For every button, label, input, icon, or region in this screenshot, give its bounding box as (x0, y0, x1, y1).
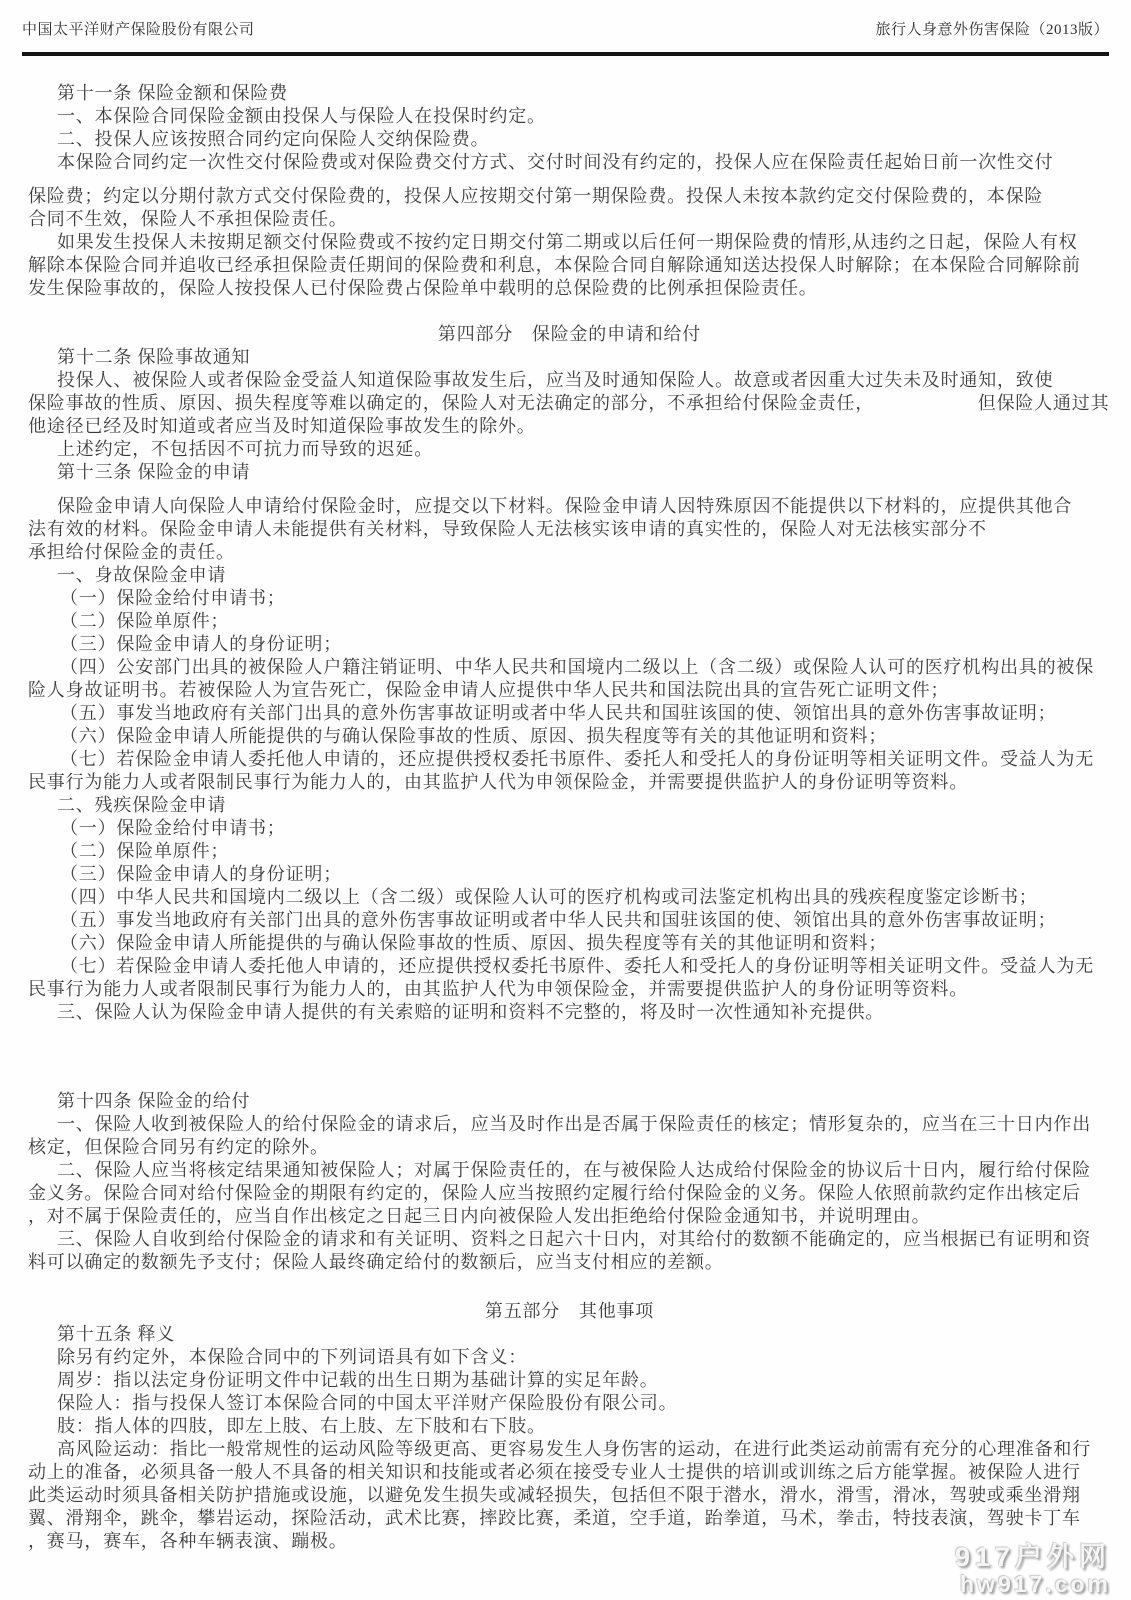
doc-line: 民事行为能力人或者限制民事行为能力人的，由其监护人代为申领保险金，并需要提供监护人的身份证明等资料。 (28, 772, 968, 792)
watermark-site-name: 917户外网 (954, 1542, 1111, 1572)
list-item: （一）保险金给付申请书； (60, 588, 286, 608)
doc-line: 一、本保险合同保险金额由投保人与保险人在投保时约定。 (57, 106, 546, 126)
doc-line: 险人身故证明书。若被保险人为宣告死亡，保险金申请人应提供中华人民共和国法院出具的宣告死亡证明文件； (28, 680, 950, 700)
doc-line: 一、保险人收到被保险人的给付保险金的请求后，应当及时作出是否属于保险责任的核定；情形复杂的，应当在三十日内作出 (57, 1114, 1091, 1134)
list-item: （一）保险金给付申请书； (60, 818, 286, 838)
list-item: （六）保险金申请人所能提供的与确认保险事故的性质、原因、损失程度等有关的其他证明和资料； (60, 726, 888, 746)
doc-line: 如果发生投保人未按期足额交付保险费或不按约定日期交付第二期或以后任何一期保险费的情形,从违约之日起，保险人有权 (57, 232, 1078, 252)
doc-line: 他途径已经及时知道或者应当及时知道保险事故发生的除外。 (28, 416, 536, 436)
doc-line: ，对不属于保险责任的，应当自作出核定之日起三日内向被保险人发出拒绝给付保险金通知书，并说明理由。 (28, 1206, 931, 1226)
header-rule (22, 52, 1109, 56)
doc-line: 动上的准备，必须具备一般人不具备的相关知识和技能或者必须在接受专业人士提供的培训或训练之后方能掌握。被保险人进行 (28, 1462, 1081, 1482)
doc-line: 周岁：指以法定身份证明文件中记载的出生日期为基础计算的实足年龄。 (57, 1370, 659, 1390)
doc-line: 翼、滑翔伞，跳伞，攀岩运动，探险活动，武术比赛，摔跤比赛，柔道，空手道，跆拳道，马术，拳击，特技表演，驾驶卡丁车 (28, 1508, 1081, 1528)
doc-line: 发生保险事故的，保险人按投保人已付保险费占保险单中载明的总保险费的比例承担保险责任。 (28, 278, 818, 298)
doc-line: 二、投保人应该按照合同约定向保险人交纳保险费。 (57, 129, 490, 149)
doc-line: 高风险运动：指比一般常规性的运动风险等级更高、更容易发生人身伤害的运动，在进行此类运动前需有充分的心理准备和行 (57, 1439, 1091, 1459)
doc-line: 此类运动时须具备相关防护措施或设施，以避免发生损失或减轻损失，包括但不限于潜水，滑水，滑雪，滑冰，驾驶或乘坐滑翔 (28, 1485, 1081, 1505)
doc-line: 三、保险人自收到给付保险金的请求和有关证明、资料之日起六十日内，对其给付的数额不能确定的，应当根据已有证明和资 (57, 1229, 1091, 1249)
doc-line: 上述约定，不包括因不可抗力而导致的迟延。 (57, 439, 433, 459)
list-item: （四）公安部门出具的被保险人户籍注销证明、中华人民共和国境内二级以上（含二级）或保险人认可的医疗机构出具的被保 (60, 657, 1094, 677)
doc-line: 投保人、被保险人或者保险金受益人知道保险事故发生后，应当及时通知保险人。故意或者因重大过失未及时通知，致使 (57, 370, 1054, 390)
header-company: 中国太平洋财产保险股份有限公司 (22, 22, 255, 38)
part-heading: 第五部分 其他事项 (484, 1301, 655, 1321)
doc-line: 民事行为能力人或者限制民事行为能力人的，由其监护人代为申领保险金，并需要提供监护人的身份证明等资料。 (28, 979, 968, 999)
watermark-site-url: hw917.com (960, 1571, 1111, 1597)
list-item: （六）保险金申请人所能提供的与确认保险事故的性质、原因、损失程度等有关的其他证明和资料； (60, 933, 888, 953)
document-body (24, 82, 1115, 1553)
part-heading: 第四部分 保险金的申请和给付 (437, 324, 702, 344)
list-item: （七）若保险金申请人委托他人申请的，还应提供授权委托书原件、委托人和受托人的身份证明等相关证明文件。受益人为无 (60, 956, 1094, 976)
watermark (955, 1544, 1111, 1596)
doc-line: 肢：指人体的四肢，即左上肢、右上肢、左下肢和右下肢。 (57, 1416, 546, 1436)
list-item: （七）若保险金申请人委托他人申请的，还应提供授权委托书原件、委托人和受托人的身份证明等相关证明文件。受益人为无 (60, 749, 1094, 769)
doc-line: 一、身故保险金申请 (57, 565, 227, 585)
doc-line: 解除本保险合同并追收已经承担保险责任期间的保险费和利息，本保险合同自解除通知送达投保人时解除；在本保险合同解除前 (28, 255, 1081, 275)
header-doc-title: 旅行人身意外伤害保险（2013版） (875, 22, 1109, 38)
doc-line: 本保险合同约定一次性交付保险费或对保险费交付方式、交付时间没有约定的，投保人应在保险责任起始日前一次性交付 (57, 152, 1054, 172)
clause-heading: 第十三条 保险金的申请 (57, 462, 251, 482)
doc-line: 核定，但保险合同另有约定的除外。 (28, 1137, 329, 1157)
list-item: （四）中华人民共和国境内二级以上（含二级）或保险人认可的医疗机构或司法鉴定机构出具的残疾程度鉴定诊断书； (60, 887, 1038, 907)
list-item: （五）事发当地政府有关部门出具的意外伤害事故证明或者中华人民共和国驻该国的使、领馆出具的意外伤害事故证明； (60, 703, 1057, 723)
doc-line: 除另有约定外，本保险合同中的下列词语具有如下含义： (57, 1347, 527, 1367)
doc-line: 合同不生效，保险人不承担保险责任。 (28, 209, 348, 229)
doc-line: 承担给付保险金的责任。 (28, 542, 235, 562)
doc-line: 保险金申请人向保险人申请给付保险金时，应提交以下材料。保险金申请人因特殊原因不能提供以下材料的，应提供其他合 (57, 496, 1073, 516)
doc-line: 保险费；约定以分期付款方式交付保险费的，投保人应按期交付第一期保险费。投保人未按本款约定交付保险费的，本保险 (28, 186, 1044, 206)
clause-heading: 第十二条 保险事故通知 (57, 347, 251, 367)
list-item: （二）保险单原件； (60, 841, 230, 861)
page-header (0, 0, 1131, 39)
doc-line: 二、保险人应当将核定结果通知被保险人；对属于保险责任的，在与被保险人达成给付保险金的协议后十日内，履行给付保险 (57, 1160, 1091, 1180)
doc-line: 保险人：指与投保人签订本保险合同的中国太平洋财产保险股份有限公司。 (57, 1393, 678, 1413)
list-item: （二）保险单原件； (60, 611, 230, 631)
doc-line: 料可以确定的数额先予支付；保险人最终确定给付的数额后，应当支付相应的差额。 (28, 1252, 724, 1272)
doc-line: ，赛马，赛车，各种车辆表演、蹦极。 (28, 1531, 348, 1551)
doc-line: 金义务。保险合同对给付保险金的期限有约定的，保险人应当按照约定履行给付保险金的义务。保险人依照前款约定作出核定后 (28, 1183, 1081, 1203)
clause-heading: 第十一条 保险金额和保险费 (57, 83, 288, 103)
clause-heading: 第十五条 释义 (57, 1324, 176, 1344)
doc-line: 三、保险人认为保险金申请人提供的有关索赔的证明和资料不完整的，将及时一次性通知补充提供。 (57, 1002, 885, 1022)
list-item: （五）事发当地政府有关部门出具的意外伤害事故证明或者中华人民共和国驻该国的使、领馆出具的意外伤害事故证明； (60, 910, 1057, 930)
doc-line: 保险事故的性质、原因、损失程度等难以确定的，保险人对无法确定的部分，不承担给付保险金责任， 但保险人通过其 (28, 393, 1110, 413)
list-item: （三）保险金申请人的身份证明； (60, 634, 342, 654)
doc-line: 法有效的材料。保险金申请人未能提供有关材料，导致保险人无法核实该申请的真实性的，保险人对无法核实部分不 (28, 519, 987, 539)
list-item: （三）保险金申请人的身份证明； (60, 864, 342, 884)
doc-line: 二、残疾保险金申请 (57, 795, 227, 815)
clause-heading: 第十四条 保险金的给付 (57, 1091, 251, 1111)
